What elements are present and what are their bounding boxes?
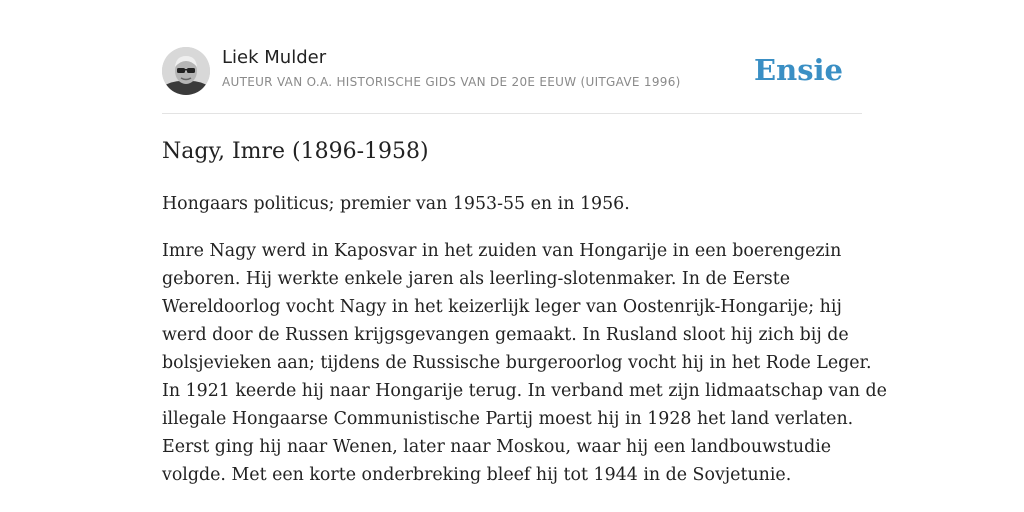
article-lead: Hongaars politicus; premier van 1953-55 en in 1956. [162, 194, 630, 214]
article-title: Nagy, Imre (1896-1958) [162, 139, 429, 164]
ensie-logo-link[interactable]: Ensie [754, 53, 843, 87]
article-body [162, 237, 887, 489]
body-line: geboren. Hij werkte enkele jaren als leerling-slotenmaker. In de Eerste [162, 269, 790, 289]
body-line: illegale Hongaarse Communistische Partij moest hij in 1928 het land verlaten. [162, 409, 854, 429]
body-line: werd door de Russen krijgsgevangen gemaakt. In Rusland sloot hij zich bij de [162, 325, 849, 345]
body-line: In 1921 keerde hij naar Hongarije terug. In verband met zijn lidmaatschap van de [162, 381, 887, 401]
body-line: bolsjevieken aan; tijdens de Russische burgeroorlog vocht hij in het Rode Leger. [162, 353, 872, 373]
body-line: Wereldoorlog vocht Nagy in het keizerlijk leger van Oostenrijk-Hongarije; hij [162, 297, 842, 317]
author-name[interactable]: Liek Mulder [222, 47, 327, 68]
article-page [162, 0, 887, 485]
body-line: Eerst ging hij naar Wenen, later naar Moskou, waar hij een landbouwstudie [162, 437, 832, 457]
author-subtitle: AUTEUR VAN O.A. HISTORISCHE GIDS VAN DE 20E EEUW (UITGAVE 1996) [222, 75, 681, 89]
body-line: volgde. Met een korte onderbreking bleef hij tot 1944 in de Sovjetunie. [162, 465, 792, 485]
author-header [162, 0, 862, 114]
author-avatar[interactable] [162, 47, 210, 95]
body-line: Imre Nagy werd in Kaposvar in het zuiden van Hongarije in een boerengezin [162, 241, 842, 261]
avatar-portrait-icon [162, 47, 210, 95]
